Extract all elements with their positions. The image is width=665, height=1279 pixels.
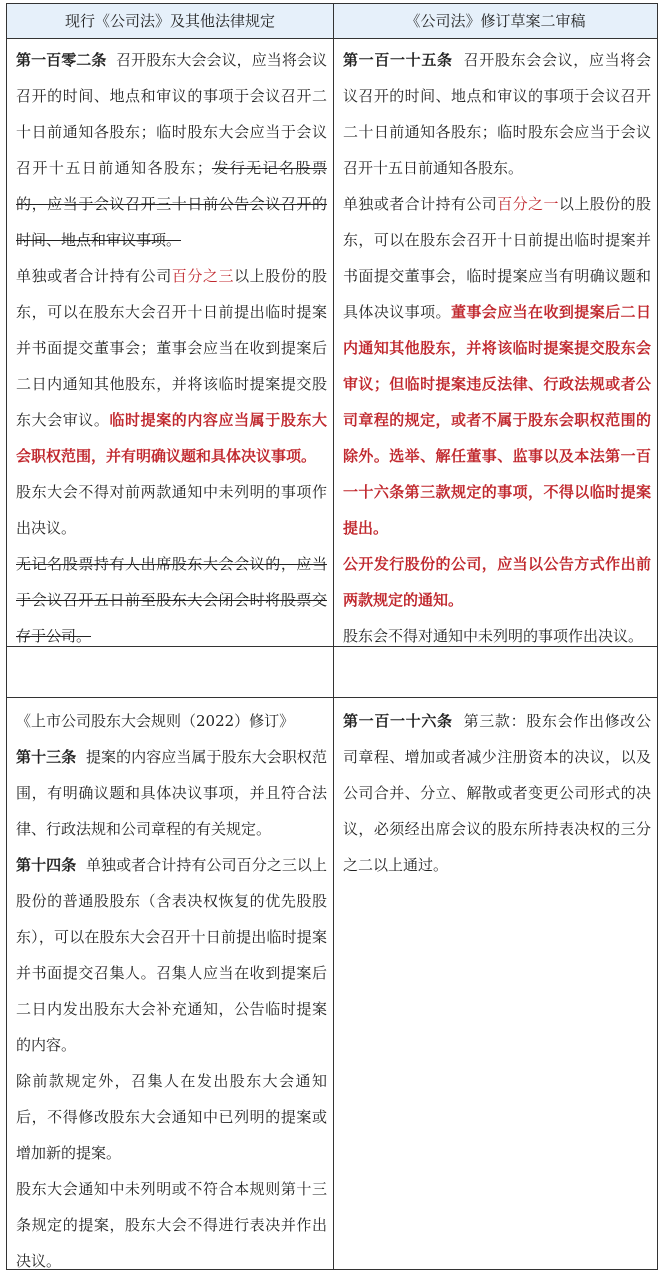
header-divider <box>7 38 657 39</box>
paragraph <box>16 42 327 258</box>
paragraph-text: 以上股份的股东，可以在股东会召开十日前提出临时提案并书面提交董事会，临时提案应当有明确议题和具体决议事项。 <box>343 195 651 321</box>
changed-text: 百分之三 <box>171 267 235 285</box>
article-title: 第十三条 <box>16 748 77 766</box>
paragraph <box>16 739 327 847</box>
header-right: 《公司法》修订草案二审稿 <box>405 12 586 30</box>
article-title: 第一百零二条 <box>16 51 107 69</box>
row2-left-cell <box>7 703 333 1279</box>
paragraph: 股东大会通知中未列明或不符合本规则第十三条规定的提案，股东大会不得进行表决并作出决议。 <box>16 1180 327 1270</box>
changed-text: 董事会应当在收到提案后二日内通知其他股东，并将该临时提案提交股东会审议；但临时提案违反法律、行政法规或者公司章程的规定，或者不属于股东会职权范围的除外。选举、解任董事、监事以及本法第一百一十六条第三款规定的事项，不得以临时提案提出。 <box>343 303 651 537</box>
paragraph: 股东大会不得对前两款通知中未列明的事项作出决议。 <box>16 483 327 537</box>
paragraph <box>343 186 651 546</box>
deleted-paragraph: 无记名股票持有人出席股东大会会议的，应当于会议召开五日前至股东大会闭会时将股票交存于公司。 <box>16 555 327 645</box>
source-title: 《上市公司股东大会规则（2022）修订》 <box>16 712 295 730</box>
row2-right-cell <box>334 703 657 883</box>
changed-text: 临时提案的内容应当属于股东大会职权范围，并有明确议题和具体决议事项。 <box>16 411 327 465</box>
changed-text: 百分之一 <box>497 195 559 213</box>
paragraph-text: 召开股东大会会议，应当将会议召开的时间、地点和审议的事项于会议召开二十日前通知各股东；临时股东大会应当于会议召开十五日前通知各股东； <box>16 51 327 177</box>
deleted-text: 发行无记名股票的，应当于会议召开三十日前公告会议召开的时间、地点和审议事项。 <box>16 159 327 249</box>
paragraph <box>343 703 651 883</box>
paragraph-text: 第三款：股东会作出修改公司章程、增加或者减少注册资本的决议，以及公司合并、分立、解散或者变更公司形式的决议，必须经出席会议的股东所持表决权的三分之二以上通过。 <box>343 712 651 874</box>
added-paragraph: 公开发行股份的公司，应当以公告方式作出前两款规定的通知。 <box>343 555 651 609</box>
paragraph: 除前款规定外，召集人在发出股东大会通知后，不得修改股东大会通知中已列明的提案或增加新的提案。 <box>16 1072 327 1162</box>
header-left: 现行《公司法》及其他法律规定 <box>64 12 275 30</box>
article-title: 第一百一十五条 <box>343 51 453 69</box>
article-title: 第一百一十六条 <box>343 712 453 730</box>
paragraph <box>16 847 327 1063</box>
row1-left-cell <box>7 42 333 654</box>
comparison-table <box>6 3 658 1270</box>
paragraph <box>16 258 327 474</box>
article-title: 第十四条 <box>16 856 77 874</box>
paragraph-text: 单独或者合计持有公司百分之三以上股份的普通股股东（含表决权恢复的优先股股东），可以在股东大会召开十日前提出临时提案并书面提交召集人。召集人应当在收到提案后二日内发出股东大会补充通知，公告临时提案的内容。 <box>16 856 327 1054</box>
paragraph-text: 单独或者合计持有公司 <box>343 195 498 213</box>
paragraph-text: 以上股份的股东，可以在股东大会召开十日前提出临时提案并书面提交董事会；董事会应当在收到提案后二日内通知其他股东，并将该临时提案提交股东大会审议。 <box>16 267 327 429</box>
row1-right-cell <box>334 42 657 654</box>
paragraph <box>343 42 651 186</box>
paragraph: 股东会不得对通知中未列明的事项作出决议。 <box>343 627 644 645</box>
paragraph-text: 提案的内容应当属于股东大会职权范围，有明确议题和具体决议事项，并且符合法律、行政法规和公司章程的有关规定。 <box>16 748 327 838</box>
paragraph-text: 单独或者合计持有公司 <box>16 267 172 285</box>
row2-top-border <box>7 697 657 698</box>
paragraph-text: 召开股东会会议，应当将会议召开的时间、地点和审议的事项于会议召开二十日前通知各股东；临时股东会应当于会议召开十五日前通知各股东。 <box>343 51 651 177</box>
